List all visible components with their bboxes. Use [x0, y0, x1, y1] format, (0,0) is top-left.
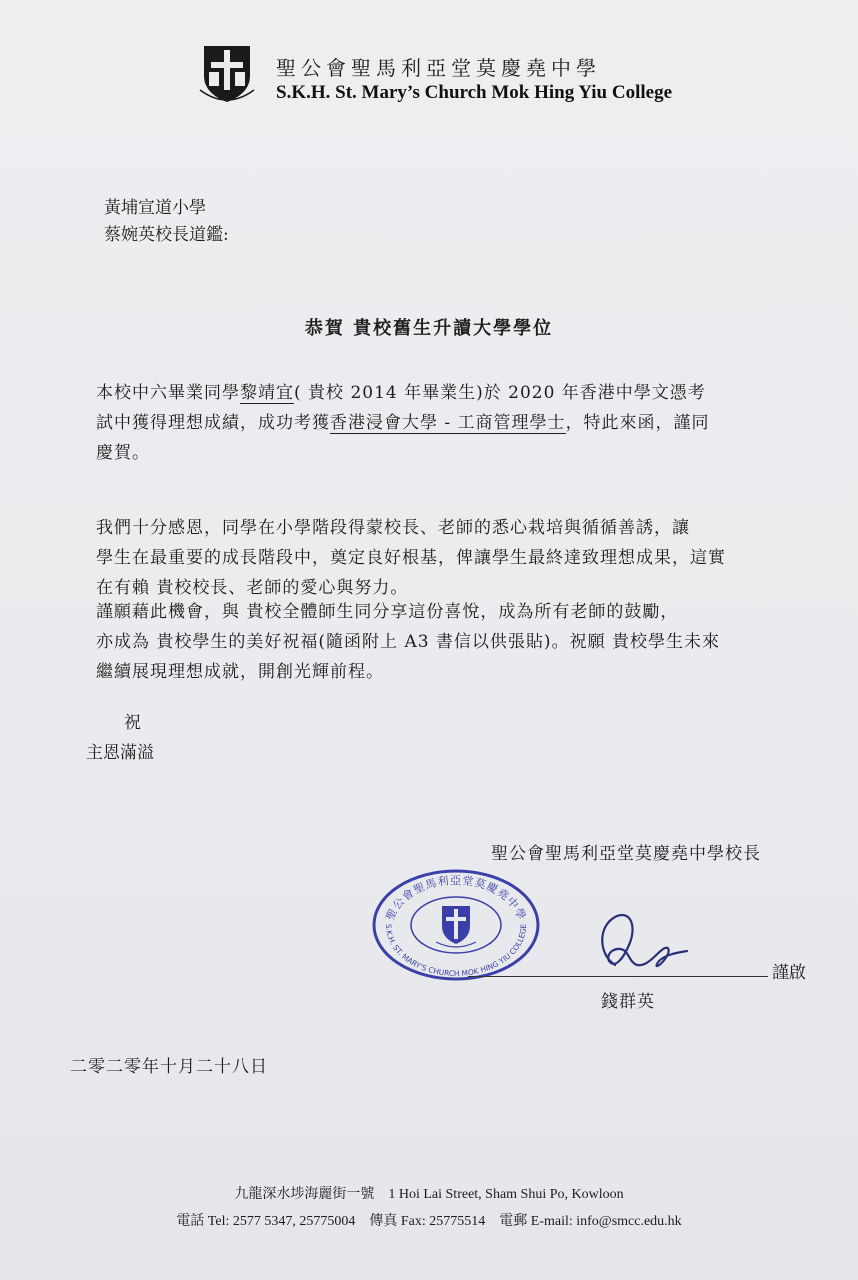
school-name-zh: 聖公會聖馬利亞堂莫慶堯中學: [276, 56, 601, 80]
text-span: 試中獲得理想成績，成功考獲: [96, 413, 330, 433]
blessing-line-2: 主恩滿溢: [86, 743, 154, 763]
paragraph-congratulations: [96, 378, 796, 468]
paragraph-line: 謹願藉此機會，與 貴校全體師生同分享這份喜悅，成為所有老師的鼓勵，: [96, 602, 679, 622]
blessing-line-1: 祝: [124, 713, 141, 733]
paragraph-gratitude: [96, 513, 796, 603]
paragraph-line: [96, 408, 796, 438]
letterhead: [198, 38, 758, 108]
school-seal-stamp: [370, 866, 542, 984]
recipient-block: [104, 195, 229, 249]
degree-name: 香港浸會大學 - 工商管理學士: [330, 413, 566, 433]
text-span: ，特此來函，謹同: [565, 413, 710, 433]
principal-name: 錢群英: [601, 992, 655, 1012]
paragraph-line: 繼續展現理想成就，開創光輝前程。: [96, 662, 384, 682]
paragraph-line: 學生在最重要的成長階段中，奠定良好根基，俾讓學生最終達致理想成果，這實: [96, 548, 726, 568]
text-span: 本校中六畢業同學: [96, 383, 240, 403]
svg-text:S.K.H. ST. MARY'S CHURCH MOK H: S.K.H. ST. MARY'S CHURCH MOK HING YIU COLLEGE: [383, 923, 529, 979]
paragraph-line: [96, 378, 796, 408]
principal-signature: [585, 905, 695, 980]
svg-text:聖公會聖馬利亞堂莫慶堯中學: 聖公會聖馬利亞堂莫慶堯中學: [383, 874, 529, 923]
school-crest-icon: [198, 42, 256, 104]
closing-text: 謹啟: [772, 963, 806, 983]
student-name: 黎靖宜: [240, 383, 294, 403]
recipient-school: 黃埔宣道小學: [104, 198, 206, 218]
recipient-salutation: 蔡婉英校長道鑑:: [104, 225, 229, 245]
sender-title: 聖公會聖馬利亞堂莫慶堯中學校長: [491, 844, 761, 864]
signature-line: [468, 976, 768, 977]
school-name-en: S.K.H. St. Mary’s Church Mok Hing Yiu College: [276, 82, 673, 103]
paragraph-line: 我們十分感恩，同學在小學階段得蒙校長、老師的悉心栽培與循循善誘，讓: [96, 518, 690, 538]
letter-date: 二零二零年十月二十八日: [70, 1057, 268, 1077]
paragraph-line: 亦成為 貴校學生的美好祝福(隨函附上 A3 書信以供張貼)。祝願 貴校學生未來: [96, 632, 720, 652]
letter-title: 恭賀 貴校舊生升讀大學學位: [304, 318, 554, 339]
paragraph-line: 慶賀。: [96, 443, 150, 463]
footer-contact: 電話 Tel: 2577 5347, 25775004 傳真 Fax: 25775514 電郵 E-mail: info@smcc.edu.hk: [176, 1214, 682, 1229]
paragraph-wishes: [96, 597, 796, 687]
text-span: ( 貴校 2014 年畢業生)於 2020 年香港中學文憑考: [294, 383, 706, 403]
paragraph-line: 在有賴 貴校校長、老師的愛心與努力。: [96, 578, 409, 598]
footer-address: 九龍深水埗海麗街一號 1 Hoi Lai Street, Sham Shui Po, Kowloon: [234, 1187, 624, 1202]
